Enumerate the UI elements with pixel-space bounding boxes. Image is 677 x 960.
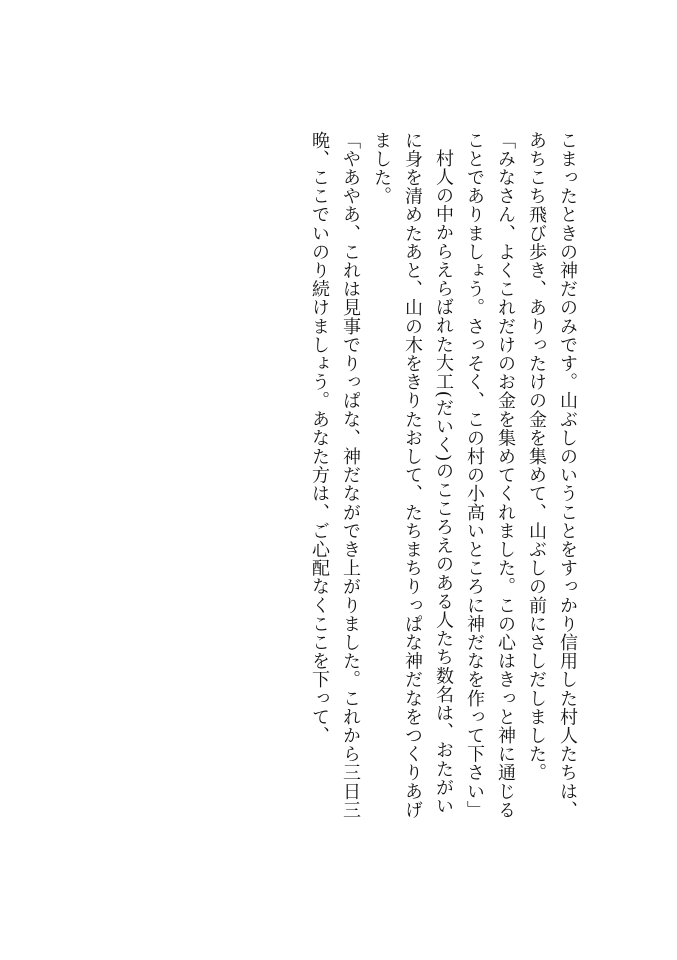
paragraph-4: 「やあやあ、これは見事でりっぱな、神だなができ上がりました。これから三日三晩、ここでいのり続けましょう。あなた方は、ご心配なくここを下って、 xyxy=(309,131,361,820)
paragraph-2: 「みなさん、よくこれだけのお金を集めてくれました。この心はきっと神に通じることでありましょう。さっそく、この村の小高いところに神だなを作って下さい」 xyxy=(464,131,516,820)
vertical-text-body xyxy=(63,131,583,831)
paragraph-3: 村人の中からえらばれた大工(だいく)のこころえのある人たち数名は、おたがいに身を清めたあと、山の木をきりたおして、たちまちりっぱな神だなをつくりあげました。 xyxy=(371,131,454,820)
paragraph-1: こまったときの神だのみです。山ぶしのいうことをすっかり信用した村人たちは、あちこち飛び歩き、ありったけの金を集めて、山ぶしの前にさしだしました。 xyxy=(526,131,578,820)
